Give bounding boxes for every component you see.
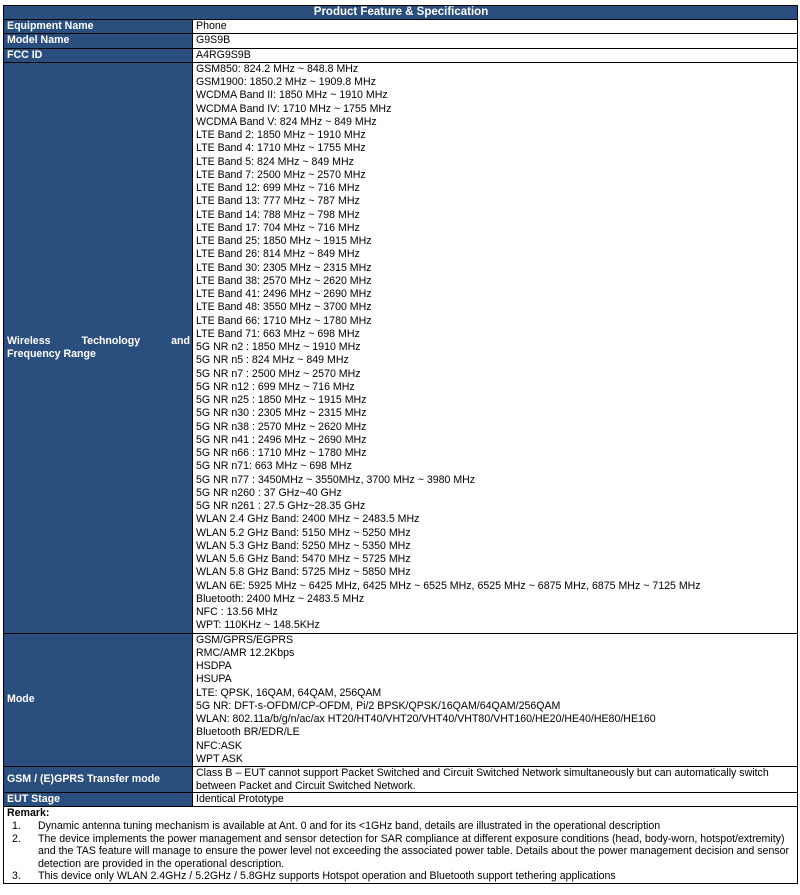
frequency-band-item: 5G NR n5 : 824 MHz ~ 849 MHz: [196, 354, 349, 367]
frequency-band-item: WLAN 5.3 GHz Band: 5250 MHz ~ 5350 MHz: [196, 539, 411, 552]
table-row: [4, 34, 798, 48]
frequency-band-item: LTE Band 2: 1850 MHz ~ 1910 MHz: [196, 129, 366, 141]
mode-item: RMC/AMR 12.2Kbps: [196, 646, 295, 659]
frequency-band-item: 5G NR n41 : 2496 MHz ~ 2690 MHz: [196, 433, 367, 446]
frequency-band-item: LTE Band 66: 1710 MHz ~ 1780 MHz: [196, 314, 372, 327]
remark-number: 3.: [12, 870, 21, 883]
mode-item: WPT ASK: [196, 752, 243, 765]
frequency-band-item: 5G NR n25 : 1850 MHz ~ 1915 MHz: [196, 394, 367, 406]
frequency-band-item: WPT: 110KHz ~ 148.5KHz: [196, 619, 320, 632]
spec-document: [3, 5, 797, 884]
equipment-name-value: Phone: [193, 20, 798, 34]
remark-text: Dynamic antenna tuning mechanism is available at Ant. 0 and for its <1GHz band, details are illustrated in the operational description: [38, 820, 661, 833]
wireless-label-line2: Frequency Range: [7, 347, 96, 360]
frequency-band-item: WCDMA Band IV: 1710 MHz ~ 1755 MHz: [196, 102, 392, 115]
mode-item: Bluetooth BR/EDR/LE: [196, 726, 300, 739]
frequency-band-item: LTE Band 30: 2305 MHz ~ 2315 MHz: [196, 261, 372, 274]
eut-stage-value: Identical Prototype: [193, 793, 798, 807]
frequency-band-item: 5G NR n30 : 2305 MHz ~ 2315 MHz: [196, 407, 367, 420]
table-row: [4, 767, 798, 793]
frequency-band-item: LTE Band 26: 814 MHz ~ 849 MHz: [196, 248, 360, 261]
remarks-title: Remark:: [7, 807, 50, 820]
frequency-band-item: LTE Band 4: 1710 MHz ~ 1755 MHz: [196, 142, 366, 155]
table-row: [4, 793, 798, 807]
frequency-band-item: WLAN 6E: 5925 MHz ~ 6425 MHz, 6425 MHz ~ 6525 MHz, 6525 MHz ~ 6875 MHz, 6875 MHz ~ 7125 MHz: [196, 579, 701, 592]
frequency-band-item: LTE Band 7: 2500 MHz ~ 2570 MHz: [196, 168, 366, 181]
frequency-band-item: LTE Band 41: 2496 MHz ~ 2690 MHz: [196, 288, 372, 300]
model-name-value: G9S9B: [193, 34, 798, 48]
frequency-band-item: LTE Band 5: 824 MHz ~ 849 MHz: [196, 155, 354, 168]
equipment-name-label: Equipment Name: [4, 20, 193, 34]
wireless-label-line1: Wireless Technology and: [7, 334, 190, 347]
frequency-band-item: Bluetooth: 2400 MHz ~ 2483.5 MHz: [196, 592, 365, 605]
frequency-band-item: LTE Band 12: 699 MHz ~ 716 MHz: [196, 182, 360, 194]
frequency-band-item: GSM1900: 1850.2 MHz ~ 1909.8 MHz: [196, 76, 376, 88]
gprs-value: [193, 767, 798, 793]
table-row: [4, 62, 798, 633]
frequency-band-item: LTE Band 25: 1850 MHz ~ 1915 MHz: [196, 235, 372, 247]
frequency-band-item: LTE Band 71: 663 MHz ~ 698 MHz: [196, 327, 360, 340]
remark-item: [7, 833, 795, 871]
remarks-section: [4, 807, 798, 884]
eut-stage-label: EUT Stage: [4, 793, 193, 807]
mode-item: GSM/GPRS/EGPRS: [196, 633, 294, 646]
frequency-band-item: 5G NR n66 : 1710 MHz ~ 1780 MHz: [196, 447, 367, 459]
frequency-band-item: WLAN 5.2 GHz Band: 5150 MHz ~ 5250 MHz: [196, 526, 411, 539]
model-name-label: Model Name: [4, 34, 193, 48]
frequency-band-item: WCDMA Band II: 1850 MHz ~ 1910 MHz: [196, 89, 388, 102]
mode-item: HSUPA: [196, 673, 232, 686]
frequency-band-item: GSM850: 824.2 MHz ~ 848.8 MHz: [196, 62, 359, 75]
frequency-band-item: LTE Band 17: 704 MHz ~ 716 MHz: [196, 221, 360, 234]
mode-item: NFC:ASK: [196, 739, 242, 752]
mode-label: Mode: [4, 633, 193, 767]
remark-text: This device only WLAN 2.4GHz / 5.2GHz / 5.8GHz supports Hotspot operation and Bluetooth support tethering applications: [38, 870, 616, 883]
frequency-band-item: WLAN 5.8 GHz Band: 5725 MHz ~ 5850 MHz: [196, 566, 411, 579]
fcc-id-value: A4RG9S9B: [193, 48, 798, 62]
mode-item: WLAN: 802.11a/b/g/n/ac/ax HT20/HT40/VHT20/VHT40/VHT80/VHT160/HE20/HE40/HE80/HE160: [196, 713, 656, 725]
spec-table: [3, 5, 798, 884]
mode-list: [193, 633, 798, 767]
frequency-band-item: 5G NR n77 : 3450MHz ~ 3550MHz, 3700 MHz ~ 3980 MHz: [196, 473, 476, 486]
table-row: [4, 20, 798, 34]
frequency-band-item: 5G NR n38 : 2570 MHz ~ 2620 MHz: [196, 420, 367, 433]
frequency-band-item: WLAN 5.6 GHz Band: 5470 MHz ~ 5725 MHz: [196, 553, 411, 565]
remark-text: The device implements the power management and sensor detection for SAR compliance at different exposure conditions (head, body-worn, hotspot/extremity) and the TAS feature will manage to ensure the power level not exceeding the associated power table. Details about the power management decision and sensor detection are provided in the operational description.: [38, 832, 790, 870]
frequency-band-item: 5G NR n261 : 27.5 GHz~28.35 GHz: [196, 500, 366, 512]
frequency-band-item: WLAN 2.4 GHz Band: 2400 MHz ~ 2483.5 MHz: [196, 513, 420, 526]
mode-item: 5G NR: DFT-s-OFDM/CP-OFDM, Pi/2 BPSK/QPSK/16QAM/64QAM/256QAM: [196, 699, 561, 712]
remark-number: 2.: [12, 832, 21, 845]
frequency-band-item: 5G NR n71: 663 MHz ~ 698 MHz: [196, 460, 352, 473]
table-row: [4, 48, 798, 62]
gprs-label: GSM / (E)GPRS Transfer mode: [4, 767, 193, 793]
frequency-band-item: NFC : 13.56 MHz: [196, 606, 278, 618]
fcc-id-label: FCC ID: [4, 48, 193, 62]
mode-item: HSDPA: [196, 660, 232, 672]
frequency-band-item: 5G NR n7 : 2500 MHz ~ 2570 MHz: [196, 367, 361, 380]
remark-number: 1.: [12, 820, 21, 833]
frequency-band-item: 5G NR n2 : 1850 MHz ~ 1910 MHz: [196, 341, 361, 353]
remark-item: [7, 870, 795, 883]
gprs-text: Class B – EUT cannot support Packet Switched and Circuit Switched Network simultaneously but can automatically switch between Packet and Circuit Switched Network.: [196, 767, 769, 792]
frequency-band-item: LTE Band 38: 2570 MHz ~ 2620 MHz: [196, 274, 372, 287]
remark-item: [7, 820, 795, 833]
frequency-band-item: 5G NR n12 : 699 MHz ~ 716 MHz: [196, 380, 355, 393]
frequency-band-item: 5G NR n260 : 37 GHz~40 GHz: [196, 486, 342, 499]
table-title: Product Feature & Specification: [4, 6, 798, 20]
frequency-band-item: LTE Band 14: 788 MHz ~ 798 MHz: [196, 208, 360, 221]
wireless-label: [4, 62, 193, 633]
table-row: [4, 633, 798, 767]
mode-item: LTE: QPSK, 16QAM, 64QAM, 256QAM: [196, 686, 382, 699]
table-row: [4, 807, 798, 884]
frequency-band-item: LTE Band 48: 3550 MHz ~ 3700 MHz: [196, 301, 372, 314]
frequency-band-item: LTE Band 13: 777 MHz ~ 787 MHz: [196, 195, 360, 208]
frequency-band-item: WCDMA Band V: 824 MHz ~ 849 MHz: [196, 115, 377, 128]
remarks-list: [7, 820, 795, 883]
frequency-bands-list: [193, 62, 798, 633]
